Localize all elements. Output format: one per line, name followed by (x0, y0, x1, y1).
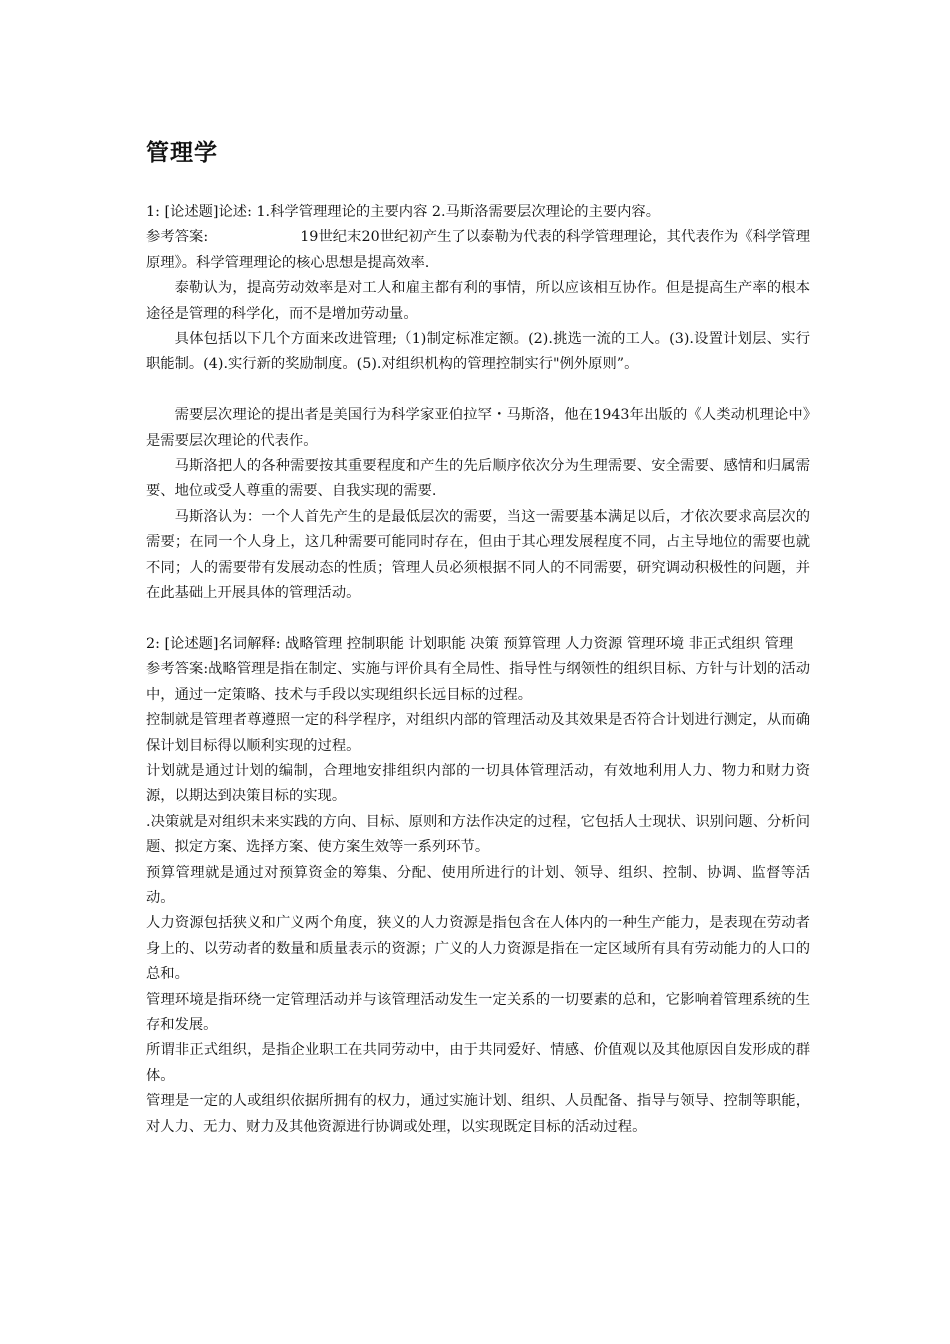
q2-definition-decision: .决策就是对组织未来实践的方向、目标、原则和方法作决定的过程，它包括人士现状、识别问题、分析问题、拟定方案、选择方案、使方案生效等一系列环节。 (146, 813, 810, 856)
q2-definition-management: 管理是一定的人或组织依据所拥有的权力，通过实施计划、组织、人员配备、指导与领导、控制等职能，对人力、无力、财力及其他资源进行协调或处理，以实现既定目标的活动过程。 (146, 1093, 810, 1135)
q1-answer-paragraph (146, 225, 810, 276)
q1-paragraph-maslow-levels: 马斯洛把人的各种需要按其重要程度和产生的先后顺序依次分为生理需要、安全需要、感情和归属需要、地位或受人尊重的需要、自我实现的需要. (146, 458, 810, 500)
q2-definition-plan: 计划就是通过计划的编制，合理地安排组织内部的一切具体管理活动，有效地利用人力、物力和财力资源，以期达到决策目标的实现。 (146, 762, 810, 805)
document-body (146, 200, 810, 1140)
q2-definition-hr: 人力资源包括狭义和广义两个角度，狭义的人力资源是指包含在人体内的一种生产能力，是表现在劳动者身上的、以劳动者的数量和质量表示的资源；广义的人力资源是指在一定区域所有具有劳动能力的人口的总和。 (146, 915, 810, 983)
q1-paragraph-methods: 具体包括以下几个方面来改进管理;（1)制定标准定额。(2).挑选一流的工人。(3).设置计划层、实行职能制。(4).实行新的奖励制度。(5).对组织机构的管理控制实行"例外原则”。 (146, 331, 810, 373)
q2-definition-control: 控制就是管理者尊遵照一定的科学程序，对组织内部的管理活动及其效果是否符合计划进行测定，从而确保计划目标得以顺利实现的过程。 (146, 712, 810, 754)
q1-paragraph-maslow-intro: 需要层次理论的提出者是美国行为科学家亚伯拉罕・马斯洛，他在1943年出版的《人类动机理论中》是需要层次理论的代表作。 (146, 407, 810, 449)
q2-answer-strategy: 参考答案:战略管理是指在制定、实施与评价具有全局性、指导性与纲领性的组织目标、方针与计划的活动中，通过一定策略、技术与手段以实现组织长远目标的过程。 (146, 661, 810, 703)
q2-question: 2: [论述题]名词解释: 战略管理 控制职能 计划职能 决策 预算管理 人力资源 管理环境 非正式组织 管理 (146, 635, 794, 652)
q1-answer-label: 参考答案: (146, 229, 209, 246)
q2-definition-environment: 管理环境是指环绕一定管理活动并与该管理活动发生一定关系的一切要素的总和，它影响着管理系统的生存和发展。 (146, 991, 810, 1033)
q1-paragraph-maslow-view: 马斯洛认为：一个人首先产生的是最低层次的需要，当这一需要基本满足以后，才依次要求高层次的需要；在同一个人身上，这几种需要可能同时存在，但由于其心理发展程度不同，占主导地位的需要也就不同；人的需要带有发展动态的性质；管理人员必须根据不同人的不同需要，研究调动积极性的问题，并在此基础上开展具体的管理活动。 (146, 508, 810, 602)
document-title: 管理学 (146, 139, 218, 166)
paragraph-gap (146, 378, 810, 403)
q2-definition-budget: 预算管理就是通过对预算资金的筹集、分配、使用所进行的计划、领导、组织、控制、协调、监督等活动。 (146, 864, 810, 906)
q2-definition-informal-org: 所谓非正式组织，是指企业职工在共同劳动中，由于共同爱好、情感、价值观以及其他原因自发形成的群体。 (146, 1042, 810, 1084)
q1-question: 1: [论述题]论述: 1.科学管理理论的主要内容 2.马斯洛需要层次理论的主要内容。 (146, 204, 661, 220)
q1-paragraph-taylor: 泰勒认为，提高劳动效率是对工人和雇主都有利的事情，所以应该相互协作。但是提高生产率的根本途径是管理的科学化，而不是增加劳动量。 (146, 280, 810, 322)
paragraph-gap (146, 606, 810, 631)
q1-answer-intro: 19世纪末20世纪初产生了以泰勒为代表的科学管理理论，其代表作为《科学管理原理》。科学管理理论的核心思想是提高效率. (146, 229, 810, 271)
